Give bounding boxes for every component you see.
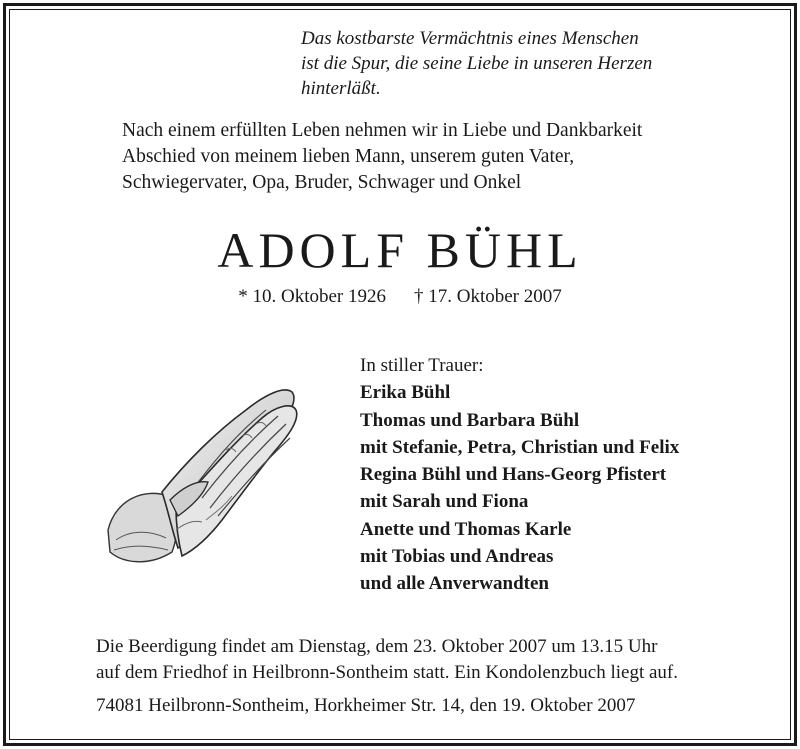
motto-line: ist die Spur, die seine Liebe in unseren Herzen <box>301 53 653 74</box>
deceased-name: ADOLF BÜHL <box>217 222 583 278</box>
funeral-details <box>96 634 756 686</box>
mourners-intro: In stiller Trauer: <box>360 355 484 376</box>
mourners-list <box>360 352 760 598</box>
praying-hands-icon <box>106 380 304 570</box>
death-date: † 17. Oktober 2007 <box>414 286 562 307</box>
mourner-name: Regina Bühl und Hans-Georg Pfistert <box>360 464 667 486</box>
mourner-name: mit Stefanie, Petra, Christian und Felix <box>360 436 680 458</box>
intro-line: Nach einem erfüllten Leben nehmen wir in Liebe und Dankbarkeit <box>122 120 643 141</box>
mourner-name: mit Sarah und Fiona <box>360 491 529 513</box>
birth-date: * 10. Oktober 1926 <box>238 286 386 307</box>
motto-line: hinterläßt. <box>301 78 381 99</box>
life-dates <box>0 285 800 309</box>
motto-quote <box>301 26 721 101</box>
funeral-line: auf dem Friedhof in Heilbronn-Sontheim statt. Ein Kondolenzbuch liegt auf. <box>96 662 679 683</box>
mourner-name: Anette und Thomas Karle <box>360 518 572 540</box>
mourner-name: Thomas und Barbara Bühl <box>360 409 580 431</box>
funeral-line: Die Beerdigung findet am Dienstag, dem 23. Oktober 2007 um 13.15 Uhr <box>96 636 658 657</box>
mourner-name: und alle Anverwandten <box>360 573 549 595</box>
intro-line: Schwiegervater, Opa, Bruder, Schwager und Onkel <box>122 172 522 193</box>
intro-line: Abschied von meinem lieben Mann, unserem guten Vater, <box>122 146 575 167</box>
motto-line: Das kostbarste Vermächtnis eines Menschen <box>301 28 639 49</box>
intro-text <box>122 118 722 196</box>
mourner-name: Erika Bühl <box>360 382 451 404</box>
mourner-name: mit Tobias und Andreas <box>360 546 554 568</box>
family-address: 74081 Heilbronn-Sontheim, Horkheimer Str. 14, den 19. Oktober 2007 <box>96 695 636 716</box>
